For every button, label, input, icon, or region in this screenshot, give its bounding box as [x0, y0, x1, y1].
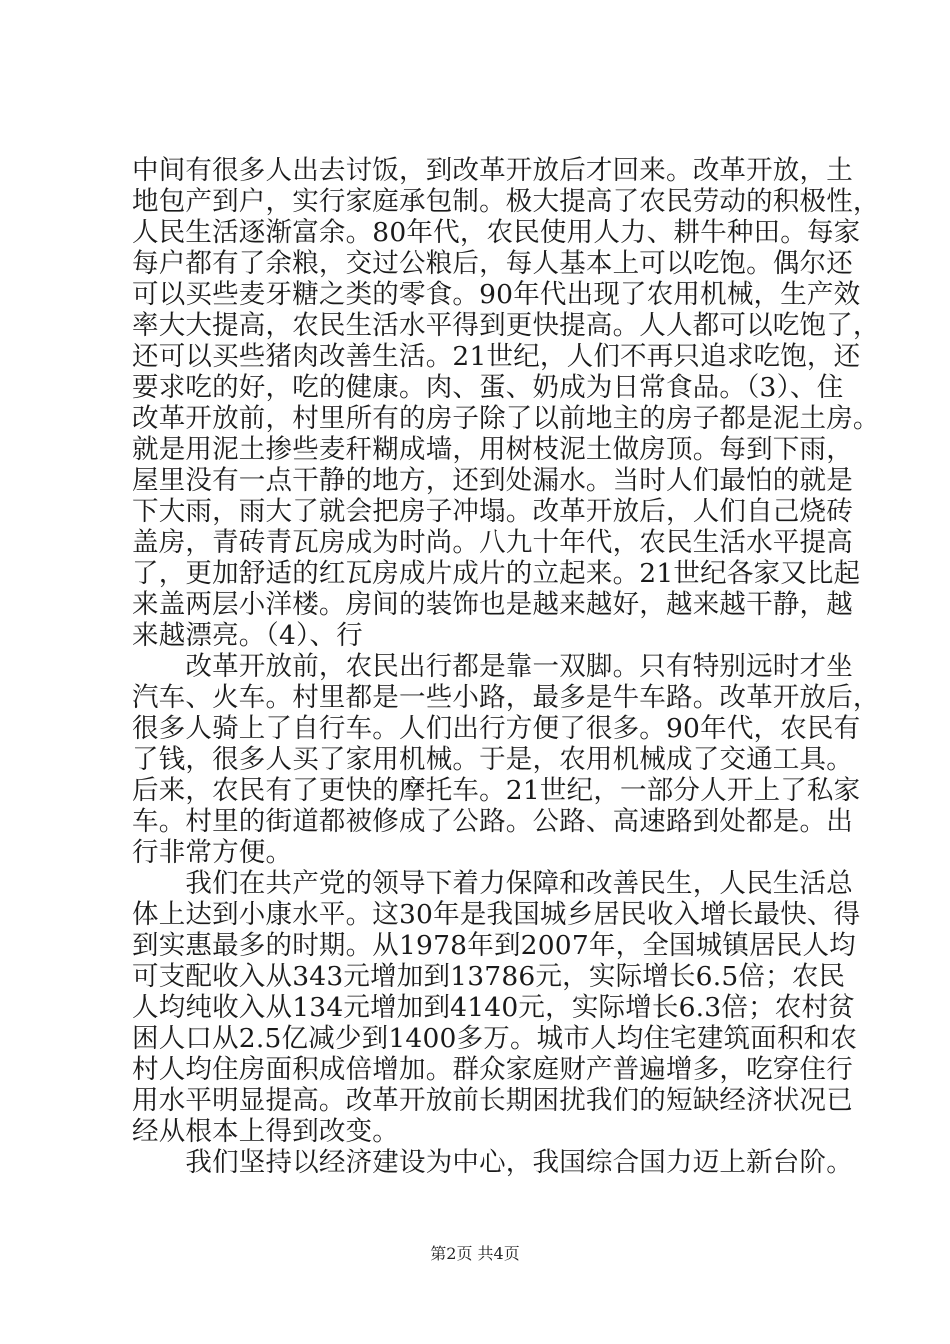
- text-line: 屋里没有一点干静的地方，还到处漏水。当时人们最怕的就是: [132, 465, 853, 496]
- text-line: 可支配收入从343元增加到13786元，实际增长6.5倍；农民: [132, 961, 846, 992]
- text-line: 村人均住房面积成倍增加。群众家庭财产普遍增多，吃穿住行: [132, 1054, 853, 1085]
- text-line: 来越漂亮。（4）、行: [132, 620, 363, 651]
- text-line: 后来，农民有了更快的摩托车。21世纪，一部分人开上了私家: [132, 775, 861, 806]
- text-line: 下大雨，雨大了就会把房子冲塌。改革开放后，人们自己烧砖: [132, 496, 853, 527]
- text-line: 人均纯收入从134元增加到4140元，实际增长6.3倍；农村贫: [132, 992, 855, 1023]
- text-line: 我们坚持以经济建设为中心，我国综合国力迈上新台阶。: [132, 1147, 853, 1178]
- text-line: 率大大提高，农民生活水平得到更快提高。人人都可以吃饱了，: [132, 310, 880, 341]
- page-footer: 第2页 共4页: [430, 1244, 520, 1263]
- text-line: 车。村里的街道都被修成了公路。公路、高速路到处都是。出: [132, 806, 853, 837]
- text-line: 中间有很多人出去讨饭，到改革开放后才回来。改革开放，土: [132, 155, 853, 186]
- text-line: 汽车、火车。村里都是一些小路，最多是牛车路。改革开放后，: [132, 682, 880, 713]
- text-line: 经从根本上得到改变。: [132, 1116, 399, 1147]
- text-line: 困人口从2.5亿减少到1400多万。城市人均住宅建筑面积和农: [132, 1023, 858, 1054]
- text-line: 就是用泥土掺些麦秆糊成墙，用树枝泥土做房顶。每到下雨，: [132, 434, 853, 465]
- text-line: 了，更加舒适的红瓦房成片成片的立起来。21世纪各家又比起: [132, 558, 861, 589]
- text-line: 可以买些麦牙糖之类的零食。90年代出现了农用机械，生产效: [132, 279, 861, 310]
- text-line: 了钱，很多人买了家用机械。于是，农用机械成了交通工具。: [132, 744, 853, 775]
- text-line: 行非常方便。: [132, 837, 293, 868]
- text-line: 到实惠最多的时期。从1978年到2007年，全国城镇居民人均: [132, 930, 856, 961]
- text-line: 改革开放前，农民出行都是靠一双脚。只有特别远时才坐: [132, 651, 853, 682]
- text-line: 盖房，青砖青瓦房成为时尚。八九十年代，农民生活水平提高: [132, 527, 853, 558]
- text-line: 很多人骑上了自行车。人们出行方便了很多。90年代，农民有: [132, 713, 861, 744]
- text-line: 体上达到小康水平。这30年是我国城乡居民收入增长最快、得: [132, 899, 861, 930]
- document-body: [132, 155, 880, 1178]
- text-line: 人民生活逐渐富余。80年代，农民使用人力、耕牛种田。每家: [132, 217, 861, 248]
- text-line: 用水平明显提高。改革开放前长期困扰我们的短缺经济状况已: [132, 1085, 853, 1116]
- text-line: 还可以买些猪肉改善生活。21世纪，人们不再只追求吃饱，还: [132, 341, 861, 372]
- text-line: 来盖两层小洋楼。房间的装饰也是越来越好，越来越干静，越: [132, 589, 853, 620]
- text-line: 要求吃的好，吃的健康。肉、蛋、奶成为日常食品。（3）、住: [132, 372, 844, 403]
- text-line: 每户都有了余粮，交过公粮后，每人基本上可以吃饱。偶尔还: [132, 248, 853, 279]
- text-line: 改革开放前，村里所有的房子除了以前地主的房子都是泥土房。: [132, 403, 880, 434]
- text-line: 我们在共产党的领导下着力保障和改善民生，人民生活总: [132, 868, 853, 899]
- text-line: 地包产到户，实行家庭承包制。极大提高了农民劳动的积极性，: [132, 186, 880, 217]
